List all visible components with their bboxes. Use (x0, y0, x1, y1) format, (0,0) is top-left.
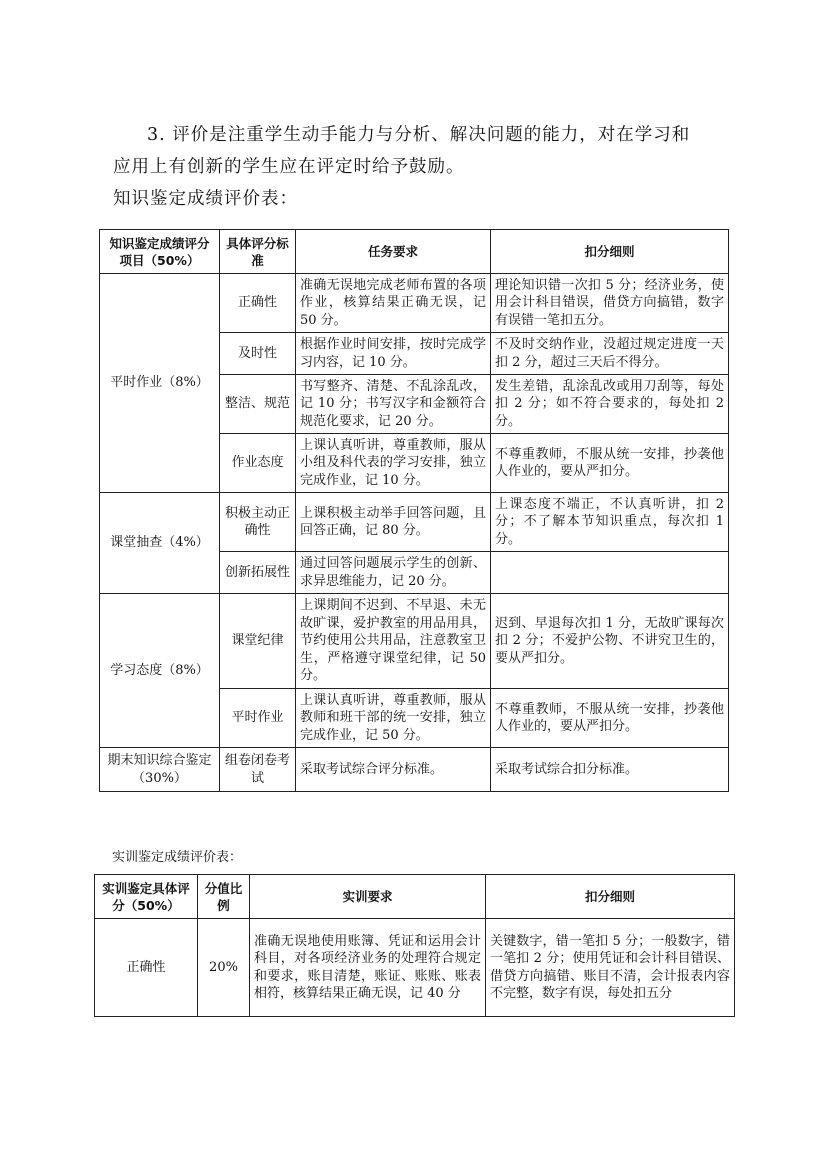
requirement-cell: 采取考试综合评分标准。 (296, 748, 491, 792)
requirement-cell: 上课认真听讲，尊重教师，服从小组及科代表的学习安排，独立完成作业，记 10 分。 (296, 434, 491, 493)
criterion-cell: 平时作业 (220, 689, 296, 748)
table-row (100, 274, 729, 333)
requirement-cell: 书写整齐、清楚、不乱涂乱改，记 10 分；书写汉字和金额符合规范化要求，记 20 分。 (296, 375, 491, 434)
table-row (100, 493, 729, 552)
deduction-cell: 关键数字，错一笔扣 5 分；一般数字，错一笔扣 2 分；使用凭证和会计科目错误、借贷方向搞错、账目不清，会计报表内容不完整，数字有误，每处扣五分 (486, 919, 735, 1017)
criterion-cell: 课堂纪律 (220, 594, 296, 689)
header-cell: 具体评分标准 (220, 230, 296, 274)
ratio-cell: 20% (198, 919, 250, 1017)
item-cell: 正确性 (95, 919, 198, 1017)
header-cell: 分值比例 (198, 875, 250, 919)
header-cell: 扣分细则 (486, 875, 735, 919)
header-cell: 知识鉴定成绩评分项目（50%） (100, 230, 220, 274)
header-cell: 扣分细则 (491, 230, 729, 274)
header-cell: 实训鉴定具体评分（50%） (95, 875, 198, 919)
criterion-cell: 及时性 (220, 333, 296, 375)
deduction-cell: 发生差错，乱涂乱改或用刀刮等，每处扣 2 分；如不符合要求的，每处扣 2 分。 (491, 375, 729, 434)
group-name: 期末知识综合鉴定（30%） (100, 748, 220, 792)
criterion-cell: 创新拓展性 (220, 552, 296, 594)
table-header-row (100, 230, 729, 274)
deduction-cell: 不及时交纳作业，没超过规定进度一天扣 2 分，超过三天后不得分。 (491, 333, 729, 375)
practical-assessment-table (94, 874, 735, 1017)
deduction-cell (491, 552, 729, 594)
table-row (95, 919, 735, 1017)
deduction-cell: 采取考试综合扣分标准。 (491, 748, 729, 792)
intro-line-1: 3. 评价是注重学生动手能力与分析、解决问题的能力，对在学习和 (147, 125, 691, 145)
table-row (100, 594, 729, 689)
table2-caption: 实训鉴定成绩评价表： (112, 850, 243, 865)
table1-caption: 知识鉴定成绩评价表： (113, 189, 298, 209)
group-name: 学习态度（8%） (100, 594, 220, 748)
header-cell: 实训要求 (250, 875, 486, 919)
criterion-cell: 积极主动正确性 (220, 493, 296, 552)
deduction-cell: 不尊重教师，不服从统一安排，抄袭他人作业的，要从严扣分。 (491, 689, 729, 748)
deduction-cell: 上课态度不端正，不认真听讲，扣 2 分；不了解本节知识重点，每次扣 1 分。 (491, 493, 729, 552)
requirement-cell: 通过回答问题展示学生的创新、求异思维能力，记 20 分。 (296, 552, 491, 594)
group-name: 平时作业（8%） (100, 274, 220, 493)
deduction-cell: 理论知识错一次扣 5 分；经济业务，使用会计科目错误，借贷方向搞错，数字有误错一笔扣五分。 (491, 274, 729, 333)
deduction-cell: 迟到、早退每次扣 1 分，无故旷课每次扣 2 分；不爱护公物、不讲究卫生的，要从严扣分。 (491, 594, 729, 689)
criterion-cell: 整洁、规范 (220, 375, 296, 434)
table-row (100, 748, 729, 792)
requirement-cell: 上课积极主动举手回答问题，且回答正确，记 80 分。 (296, 493, 491, 552)
criterion-cell: 组卷闭卷考试 (220, 748, 296, 792)
requirement-cell: 上课期间不迟到、不早退、未无故旷课，爱护教室的用品用具，节约使用公共用品，注意教室卫生，严格遵守课堂纪律，记 50 分。 (296, 594, 491, 689)
header-cell: 任务要求 (296, 230, 491, 274)
requirement-cell: 准确无误地完成老师布置的各项作业，核算结果正确无误，记 50 分。 (296, 274, 491, 333)
requirement-cell: 准确无误地使用账簿、凭证和运用会计科目，对各项经济业务的处理符合规定和要求，账目清楚，账证、账账、账表相符，核算结果正确无误，记 40 分 (250, 919, 486, 1017)
deduction-cell: 不尊重教师，不服从统一安排，抄袭他人作业的，要从严扣分。 (491, 434, 729, 493)
group-name: 课堂抽查（4%） (100, 493, 220, 594)
intro-line-2: 应用上有创新的学生应在评定时给予鼓励。 (113, 157, 465, 177)
table-header-row (95, 875, 735, 919)
requirement-cell: 上课认真听讲，尊重教师，服从教师和班干部的统一安排，独立完成作业，记 50 分。 (296, 689, 491, 748)
requirement-cell: 根据作业时间安排，按时完成学习内容，记 10 分。 (296, 333, 491, 375)
criterion-cell: 作业态度 (220, 434, 296, 493)
knowledge-assessment-table (99, 229, 729, 792)
criterion-cell: 正确性 (220, 274, 296, 333)
